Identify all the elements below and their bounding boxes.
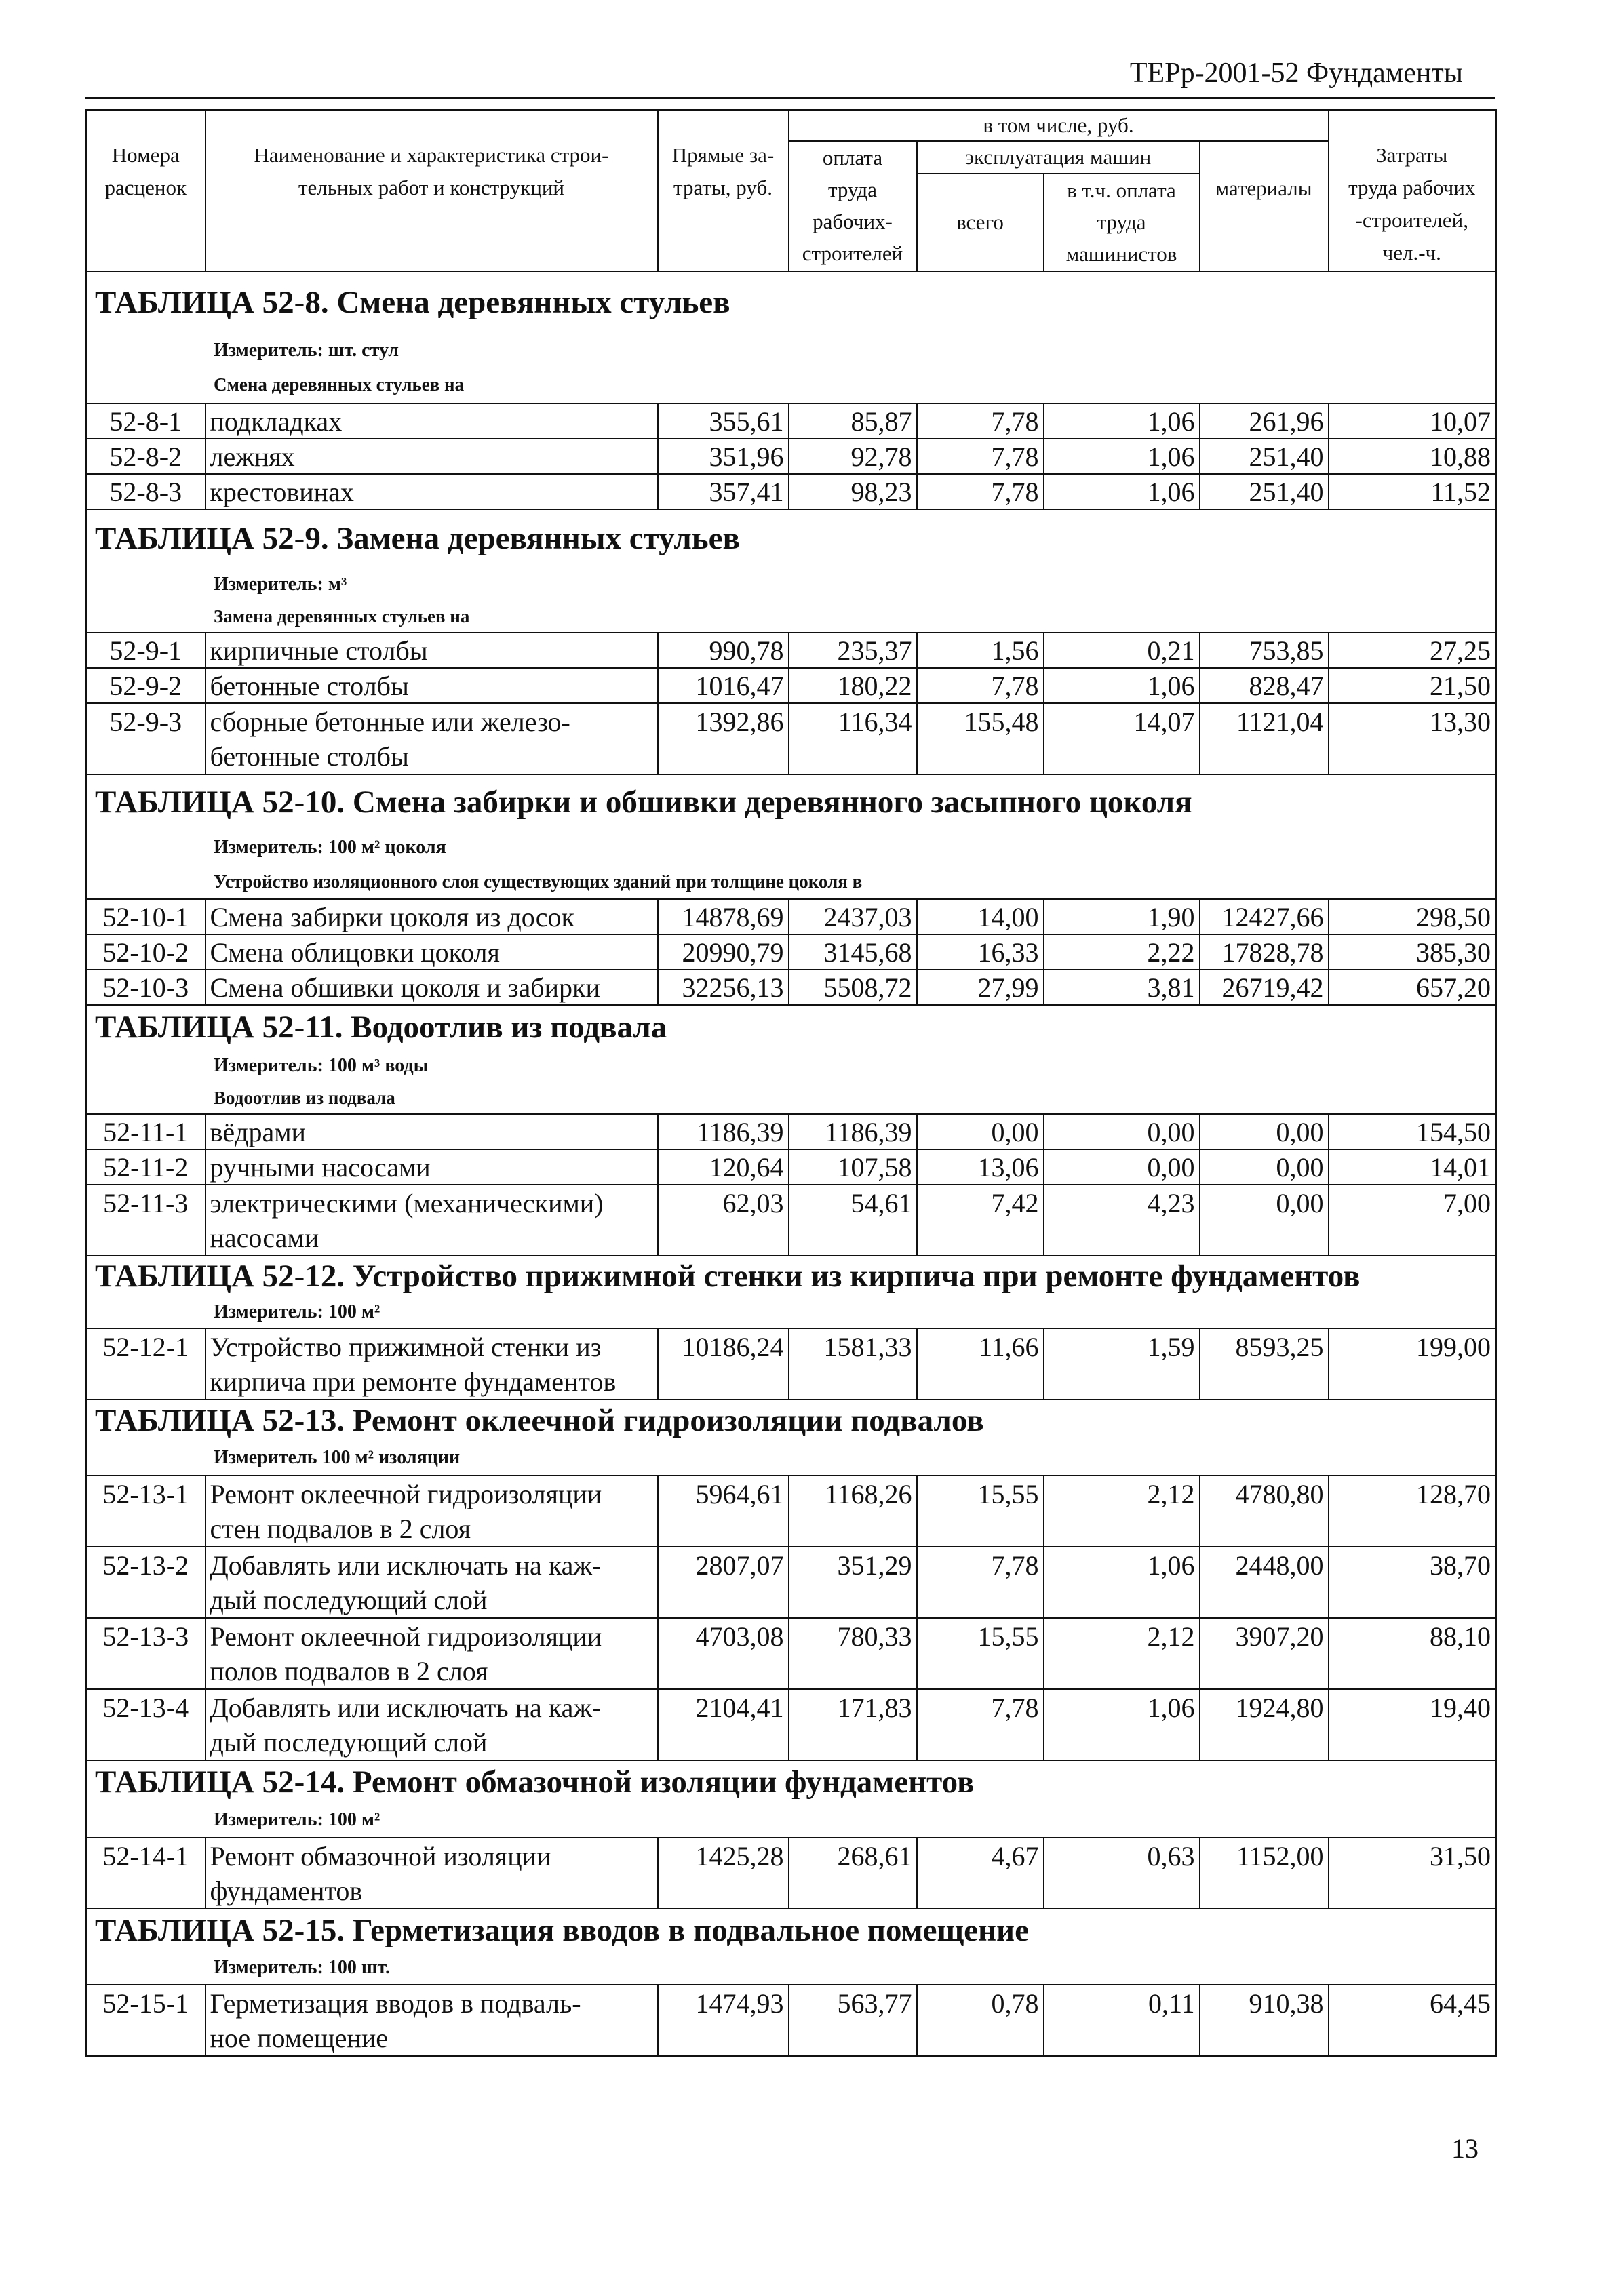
labor-hours-cell: 11,52 xyxy=(1329,474,1496,509)
labor-hours-cell: 385,30 xyxy=(1329,934,1496,970)
labor-cost-cell: 107,58 xyxy=(789,1149,917,1185)
measure-unit-row xyxy=(86,334,1496,368)
section-note: Устройство изоляционного слоя существующих зданий при толщине цоколя в xyxy=(214,871,863,892)
work-name-line: полов подвалов в 2 слоя xyxy=(210,1655,488,1686)
materials-cost-cell: 2448,00 xyxy=(1200,1547,1329,1618)
machine-cost-cell: 7,78 xyxy=(917,1547,1044,1618)
machine-cost-cell: 13,06 xyxy=(917,1149,1044,1185)
direct-cost-cell: 355,61 xyxy=(658,403,789,439)
rate-code: 52-10-2 xyxy=(86,934,206,970)
materials-cost-cell: 8593,25 xyxy=(1200,1328,1329,1400)
table-title: ТАБЛИЦА 52-13. Ремонт оклеечной гидроизоляции подвалов xyxy=(95,1403,984,1438)
header-line: машинистов xyxy=(1065,241,1177,266)
section-note-cell xyxy=(86,601,1496,633)
machine-cost-cell: 1,56 xyxy=(917,633,1044,668)
direct-cost-cell: 357,41 xyxy=(658,474,789,509)
measure-unit-cell xyxy=(86,334,1496,368)
labor-hours-cell: 64,45 xyxy=(1329,1985,1496,2057)
rate-code: 52-13-3 xyxy=(86,1618,206,1689)
rate-code: 52-15-1 xyxy=(86,1985,206,2057)
work-name-line: Устройство прижимной стенки из xyxy=(210,1331,602,1362)
direct-cost-cell: 120,64 xyxy=(658,1149,789,1185)
rate-code: 52-13-4 xyxy=(86,1689,206,1760)
work-name-line: дый последующий слой xyxy=(210,1726,488,1758)
measure-unit-cell xyxy=(86,830,1496,866)
work-name xyxy=(206,1838,658,1909)
work-name-line: Ремонт оклеечной гидроизоляции xyxy=(210,1621,602,1652)
work-name-line: Ремонт обмазочной изоляции xyxy=(210,1840,551,1872)
work-name xyxy=(206,970,658,1005)
header-line: труда рабочих xyxy=(1348,176,1476,199)
labor-hours-cell: 10,07 xyxy=(1329,403,1496,439)
machine-cost-cell: 155,48 xyxy=(917,703,1044,774)
section-note: Смена деревянных стульев на xyxy=(214,374,465,395)
measure-unit: Измеритель: шт. стул xyxy=(214,339,399,361)
table-title-row xyxy=(86,1400,1496,1442)
work-name-line: вёдрами xyxy=(210,1116,306,1147)
work-name-line: лежнях xyxy=(210,441,295,472)
labor-cost-cell: 92,78 xyxy=(789,439,917,474)
labor-cost-cell: 235,37 xyxy=(789,633,917,668)
labor-hours-cell: 38,70 xyxy=(1329,1547,1496,1618)
direct-cost-cell: 4703,08 xyxy=(658,1618,789,1689)
table-title-row xyxy=(86,1760,1496,1804)
section-note-cell xyxy=(86,866,1496,899)
work-name xyxy=(206,1185,658,1256)
rate-code: 52-8-3 xyxy=(86,474,206,509)
labor-cost-cell: 116,34 xyxy=(789,703,917,774)
measure-unit-row xyxy=(86,1804,1496,1838)
materials-cost-cell: 1924,80 xyxy=(1200,1689,1329,1760)
machine-labor-cost-cell: 1,06 xyxy=(1044,403,1200,439)
header-line: труда xyxy=(827,177,878,201)
labor-cost-cell: 351,29 xyxy=(789,1547,917,1618)
labor-cost-cell: 268,61 xyxy=(789,1838,917,1909)
col-header-labor-hours xyxy=(1329,111,1496,271)
work-name xyxy=(206,1328,658,1400)
work-name xyxy=(206,1547,658,1618)
measure-unit: Измеритель: 100 м² цоколя xyxy=(214,837,446,858)
materials-cost-cell: 26719,42 xyxy=(1200,970,1329,1005)
section-note: Водоотлив из подвала xyxy=(214,1087,395,1108)
work-name xyxy=(206,439,658,474)
machine-cost-cell: 27,99 xyxy=(917,970,1044,1005)
col-header-code xyxy=(86,111,206,271)
machine-labor-cost-cell: 1,06 xyxy=(1044,474,1200,509)
machine-cost-cell: 14,00 xyxy=(917,899,1044,934)
header-line: тельных работ и конструкций xyxy=(298,176,565,199)
labor-hours-cell: 14,01 xyxy=(1329,1149,1496,1185)
machine-labor-cost-cell: 1,59 xyxy=(1044,1328,1200,1400)
direct-cost-cell: 20990,79 xyxy=(658,934,789,970)
header-line: -строителей, xyxy=(1355,208,1468,232)
header-rule xyxy=(85,97,1495,99)
machine-labor-cost-cell: 0,00 xyxy=(1044,1114,1200,1149)
work-name xyxy=(206,1618,658,1689)
machine-cost-cell: 7,78 xyxy=(917,403,1044,439)
measure-unit-cell xyxy=(86,1442,1496,1476)
header-line: труда xyxy=(1097,210,1146,234)
work-name-line: бетонные столбы xyxy=(210,670,409,701)
materials-cost-cell: 4780,80 xyxy=(1200,1476,1329,1547)
machine-cost-cell: 15,55 xyxy=(917,1476,1044,1547)
direct-cost-cell: 1392,86 xyxy=(658,703,789,774)
work-name xyxy=(206,703,658,774)
work-name-line: Смена обшивки цоколя и забирки xyxy=(210,972,600,1003)
direct-cost-cell: 351,96 xyxy=(658,439,789,474)
direct-cost-cell: 5964,61 xyxy=(658,1476,789,1547)
direct-cost-cell: 1425,28 xyxy=(658,1838,789,1909)
page-number: 13 xyxy=(1451,2133,1479,2164)
running-title: ТЕРр-2001-52 Фундаменты xyxy=(1129,58,1463,89)
labor-hours-cell: 657,20 xyxy=(1329,970,1496,1005)
table-title-row xyxy=(86,1909,1496,1952)
table-row xyxy=(86,1838,1496,1909)
labor-cost-cell: 1186,39 xyxy=(789,1114,917,1149)
header-line: траты, руб. xyxy=(673,176,772,199)
table-title: ТАБЛИЦА 52-10. Смена забирки и обшивки деревянного засыпного цоколя xyxy=(95,785,1192,820)
header-line: рабочих- xyxy=(813,209,893,233)
table-row xyxy=(86,1149,1496,1185)
table-title: ТАБЛИЦА 52-9. Замена деревянных стульев xyxy=(95,521,740,556)
header-line: расценок xyxy=(104,176,187,199)
table-title: ТАБЛИЦА 52-8. Смена деревянных стульев xyxy=(95,285,730,320)
materials-cost-cell: 1121,04 xyxy=(1200,703,1329,774)
table-row xyxy=(86,1985,1496,2057)
machine-cost-cell: 7,78 xyxy=(917,474,1044,509)
header-line: Затраты xyxy=(1376,143,1448,167)
labor-hours-cell: 27,25 xyxy=(1329,633,1496,668)
rate-code: 52-9-3 xyxy=(86,703,206,774)
header-line: Наименование и характеристика строи- xyxy=(254,143,609,167)
rate-code: 52-10-1 xyxy=(86,899,206,934)
rate-code: 52-12-1 xyxy=(86,1328,206,1400)
section-note-cell xyxy=(86,368,1496,403)
machine-cost-cell: 7,78 xyxy=(917,439,1044,474)
direct-cost-cell: 990,78 xyxy=(658,633,789,668)
work-name-line: электрическими (механическими) xyxy=(210,1187,604,1219)
table-row xyxy=(86,1547,1496,1618)
labor-cost-cell: 54,61 xyxy=(789,1185,917,1256)
work-name xyxy=(206,668,658,703)
work-name-line: Смена забирки цоколя из досок xyxy=(210,901,574,932)
table-title-row xyxy=(86,1256,1496,1297)
materials-cost-cell: 17828,78 xyxy=(1200,934,1329,970)
rate-code: 52-10-3 xyxy=(86,970,206,1005)
machine-cost-cell: 4,67 xyxy=(917,1838,1044,1909)
labor-hours-cell: 13,30 xyxy=(1329,703,1496,774)
direct-cost-cell: 14878,69 xyxy=(658,899,789,934)
measure-unit-row xyxy=(86,1952,1496,1985)
section-note: Замена деревянных стульев на xyxy=(214,606,470,627)
work-name-line: фундаментов xyxy=(210,1875,363,1906)
direct-cost-cell: 2104,41 xyxy=(658,1689,789,1760)
labor-hours-cell: 298,50 xyxy=(1329,899,1496,934)
work-name-line: кирпичные столбы xyxy=(210,635,428,666)
price-table xyxy=(85,109,1497,2057)
work-name xyxy=(206,899,658,934)
work-name-line: кирпича при ремонте фундаментов xyxy=(210,1366,617,1397)
labor-hours-cell: 31,50 xyxy=(1329,1838,1496,1909)
work-name-line: насосами xyxy=(210,1222,319,1253)
table-row xyxy=(86,1328,1496,1400)
materials-cost-cell: 261,96 xyxy=(1200,403,1329,439)
work-name-line: крестовинах xyxy=(210,476,354,507)
direct-cost-cell: 1186,39 xyxy=(658,1114,789,1149)
materials-cost-cell: 1152,00 xyxy=(1200,1838,1329,1909)
work-name xyxy=(206,403,658,439)
materials-cost-cell: 828,47 xyxy=(1200,668,1329,703)
table-row xyxy=(86,703,1496,774)
labor-cost-cell: 85,87 xyxy=(789,403,917,439)
work-name xyxy=(206,474,658,509)
col-header-machines: эксплуатация машин xyxy=(917,141,1200,174)
table-row xyxy=(86,1185,1496,1256)
materials-cost-cell: 0,00 xyxy=(1200,1149,1329,1185)
direct-cost-cell: 1474,93 xyxy=(658,1985,789,2057)
work-name xyxy=(206,934,658,970)
work-name xyxy=(206,1149,658,1185)
rate-code: 52-13-1 xyxy=(86,1476,206,1547)
work-name xyxy=(206,1114,658,1149)
table-title: ТАБЛИЦА 52-15. Герметизация вводов в подвальное помещение xyxy=(95,1913,1029,1948)
machine-cost-cell: 7,42 xyxy=(917,1185,1044,1256)
materials-cost-cell: 251,40 xyxy=(1200,439,1329,474)
header-line: Номера xyxy=(111,143,180,167)
col-header-materials: материалы xyxy=(1200,141,1329,271)
table-row xyxy=(86,1618,1496,1689)
machine-labor-cost-cell: 1,90 xyxy=(1044,899,1200,934)
labor-hours-cell: 10,88 xyxy=(1329,439,1496,474)
work-name xyxy=(206,633,658,668)
table-row xyxy=(86,633,1496,668)
work-name xyxy=(206,1476,658,1547)
table-title: ТАБЛИЦА 52-12. Устройство прижимной стенки из кирпича при ремонте фундаментов xyxy=(95,1259,1361,1294)
col-header-name xyxy=(206,111,658,271)
work-name-line: дый последующий слой xyxy=(210,1584,488,1615)
section-note-row xyxy=(86,601,1496,633)
work-name-line: Добавлять или исключать на каж- xyxy=(210,1549,602,1581)
table-title-cell xyxy=(86,509,1496,568)
labor-hours-cell: 7,00 xyxy=(1329,1185,1496,1256)
machine-cost-cell: 11,66 xyxy=(917,1328,1044,1400)
rate-code: 52-11-2 xyxy=(86,1149,206,1185)
section-note-row xyxy=(86,1083,1496,1114)
header-line: строителей xyxy=(802,241,903,265)
labor-cost-cell: 3145,68 xyxy=(789,934,917,970)
measure-unit-row xyxy=(86,1297,1496,1328)
section-note-row xyxy=(86,866,1496,899)
materials-cost-cell: 753,85 xyxy=(1200,633,1329,668)
labor-hours-cell: 154,50 xyxy=(1329,1114,1496,1149)
measure-unit: Измеритель: 100 м³ воды xyxy=(214,1055,429,1076)
table-row xyxy=(86,1114,1496,1149)
col-header-including: в том числе, руб. xyxy=(789,111,1329,141)
header-line: в т.ч. оплата xyxy=(1067,178,1176,202)
machine-cost-cell: 0,00 xyxy=(917,1114,1044,1149)
machine-labor-cost-cell: 1,06 xyxy=(1044,1689,1200,1760)
header-row xyxy=(86,111,1496,141)
labor-cost-cell: 5508,72 xyxy=(789,970,917,1005)
measure-unit: Измеритель: 100 м² xyxy=(214,1301,380,1322)
section-note-row xyxy=(86,368,1496,403)
table-row xyxy=(86,668,1496,703)
col-header-labor-cost xyxy=(789,141,917,271)
direct-cost-cell: 62,03 xyxy=(658,1185,789,1256)
header-line: Прямые за- xyxy=(671,143,775,167)
table-title-cell xyxy=(86,271,1496,334)
work-name-line: подкладках xyxy=(210,405,343,437)
measure-unit-cell xyxy=(86,1297,1496,1328)
rate-code: 52-14-1 xyxy=(86,1838,206,1909)
table-row xyxy=(86,439,1496,474)
table-title-cell xyxy=(86,1256,1496,1297)
work-name-line: Добавлять или исключать на каж- xyxy=(210,1692,602,1723)
table-title-cell xyxy=(86,1400,1496,1442)
table-row xyxy=(86,970,1496,1005)
table-row xyxy=(86,934,1496,970)
work-name-line: ное помещение xyxy=(210,2022,388,2053)
header-line: чел.-ч. xyxy=(1382,241,1441,264)
machine-cost-cell: 7,78 xyxy=(917,668,1044,703)
materials-cost-cell: 251,40 xyxy=(1200,474,1329,509)
measure-unit-cell xyxy=(86,568,1496,601)
table-row xyxy=(86,899,1496,934)
machine-labor-cost-cell: 0,11 xyxy=(1044,1985,1200,2057)
machine-cost-cell: 15,55 xyxy=(917,1618,1044,1689)
table-title: ТАБЛИЦА 52-14. Ремонт обмазочной изоляции фундаментов xyxy=(95,1764,975,1800)
col-header-direct-cost xyxy=(658,111,789,271)
work-name-line: ручными насосами xyxy=(210,1151,431,1183)
table-body xyxy=(86,271,1496,2057)
machine-labor-cost-cell: 1,06 xyxy=(1044,1547,1200,1618)
rate-code: 52-9-2 xyxy=(86,668,206,703)
table-row xyxy=(86,403,1496,439)
measure-unit: Измеритель: 100 шт. xyxy=(214,1957,391,1978)
measure-unit-cell xyxy=(86,1050,1496,1083)
labor-cost-cell: 98,23 xyxy=(789,474,917,509)
labor-hours-cell: 199,00 xyxy=(1329,1328,1496,1400)
labor-cost-cell: 1581,33 xyxy=(789,1328,917,1400)
col-header-machines-total: всего xyxy=(917,174,1044,271)
direct-cost-cell: 2807,07 xyxy=(658,1547,789,1618)
table-title: ТАБЛИЦА 52-11. Водоотлив из подвала xyxy=(95,1010,667,1045)
machine-labor-cost-cell: 0,63 xyxy=(1044,1838,1200,1909)
work-name-line: бетонные столбы xyxy=(210,740,409,772)
labor-cost-cell: 780,33 xyxy=(789,1618,917,1689)
machine-labor-cost-cell: 14,07 xyxy=(1044,703,1200,774)
rate-code: 52-11-3 xyxy=(86,1185,206,1256)
measure-unit: Измеритель: м³ xyxy=(214,573,347,595)
labor-hours-cell: 21,50 xyxy=(1329,668,1496,703)
labor-cost-cell: 563,77 xyxy=(789,1985,917,2057)
machine-labor-cost-cell: 1,06 xyxy=(1044,439,1200,474)
labor-hours-cell: 88,10 xyxy=(1329,1618,1496,1689)
table-title-row xyxy=(86,271,1496,334)
measure-unit-row xyxy=(86,830,1496,866)
labor-cost-cell: 180,22 xyxy=(789,668,917,703)
table-title-row xyxy=(86,509,1496,568)
labor-hours-cell: 128,70 xyxy=(1329,1476,1496,1547)
measure-unit-row xyxy=(86,1442,1496,1476)
col-header-machine-labor xyxy=(1044,174,1200,271)
rate-code: 52-9-1 xyxy=(86,633,206,668)
table-title-cell xyxy=(86,1760,1496,1804)
measure-unit-cell xyxy=(86,1804,1496,1838)
machine-labor-cost-cell: 2,22 xyxy=(1044,934,1200,970)
machine-cost-cell: 7,78 xyxy=(917,1689,1044,1760)
labor-cost-cell: 1168,26 xyxy=(789,1476,917,1547)
measure-unit-row xyxy=(86,1050,1496,1083)
machine-cost-cell: 16,33 xyxy=(917,934,1044,970)
machine-labor-cost-cell: 4,23 xyxy=(1044,1185,1200,1256)
materials-cost-cell: 3907,20 xyxy=(1200,1618,1329,1689)
machine-labor-cost-cell: 1,06 xyxy=(1044,668,1200,703)
table-row xyxy=(86,474,1496,509)
table-row xyxy=(86,1476,1496,1547)
labor-cost-cell: 171,83 xyxy=(789,1689,917,1760)
machine-labor-cost-cell: 2,12 xyxy=(1044,1476,1200,1547)
direct-cost-cell: 10186,24 xyxy=(658,1328,789,1400)
machine-cost-cell: 0,78 xyxy=(917,1985,1044,2057)
work-name-line: стен подвалов в 2 слоя xyxy=(210,1513,471,1544)
rate-code: 52-8-1 xyxy=(86,403,206,439)
table-title-row xyxy=(86,774,1496,830)
table-title-cell xyxy=(86,1909,1496,1952)
direct-cost-cell: 32256,13 xyxy=(658,970,789,1005)
rate-code: 52-11-1 xyxy=(86,1114,206,1149)
labor-hours-cell: 19,40 xyxy=(1329,1689,1496,1760)
measure-unit: Измеритель 100 м² изоляции xyxy=(214,1447,461,1468)
work-name xyxy=(206,1689,658,1760)
rate-code: 52-13-2 xyxy=(86,1547,206,1618)
machine-labor-cost-cell: 0,21 xyxy=(1044,633,1200,668)
machine-labor-cost-cell: 3,81 xyxy=(1044,970,1200,1005)
measure-unit-cell xyxy=(86,1952,1496,1985)
labor-cost-cell: 2437,03 xyxy=(789,899,917,934)
measure-unit: Измеритель: 100 м² xyxy=(214,1809,380,1830)
work-name-line: Ремонт оклеечной гидроизоляции xyxy=(210,1478,602,1509)
table-title-cell xyxy=(86,774,1496,830)
table-row xyxy=(86,1689,1496,1760)
work-name-line: сборные бетонные или железо- xyxy=(210,706,570,737)
measure-unit-row xyxy=(86,568,1496,601)
table-title-row xyxy=(86,1005,1496,1050)
materials-cost-cell: 0,00 xyxy=(1200,1185,1329,1256)
rate-code: 52-8-2 xyxy=(86,439,206,474)
header-line: оплата xyxy=(822,145,883,170)
machine-labor-cost-cell: 0,00 xyxy=(1044,1149,1200,1185)
work-name xyxy=(206,1985,658,2057)
machine-labor-cost-cell: 2,12 xyxy=(1044,1618,1200,1689)
materials-cost-cell: 0,00 xyxy=(1200,1114,1329,1149)
materials-cost-cell: 910,38 xyxy=(1200,1985,1329,2057)
direct-cost-cell: 1016,47 xyxy=(658,668,789,703)
materials-cost-cell: 12427,66 xyxy=(1200,899,1329,934)
table-title-cell xyxy=(86,1005,1496,1050)
table-header xyxy=(86,111,1496,271)
work-name-line: Герметизация вводов в подваль- xyxy=(210,1987,581,2019)
work-name-line: Смена облицовки цоколя xyxy=(210,936,500,968)
section-note-cell xyxy=(86,1083,1496,1114)
